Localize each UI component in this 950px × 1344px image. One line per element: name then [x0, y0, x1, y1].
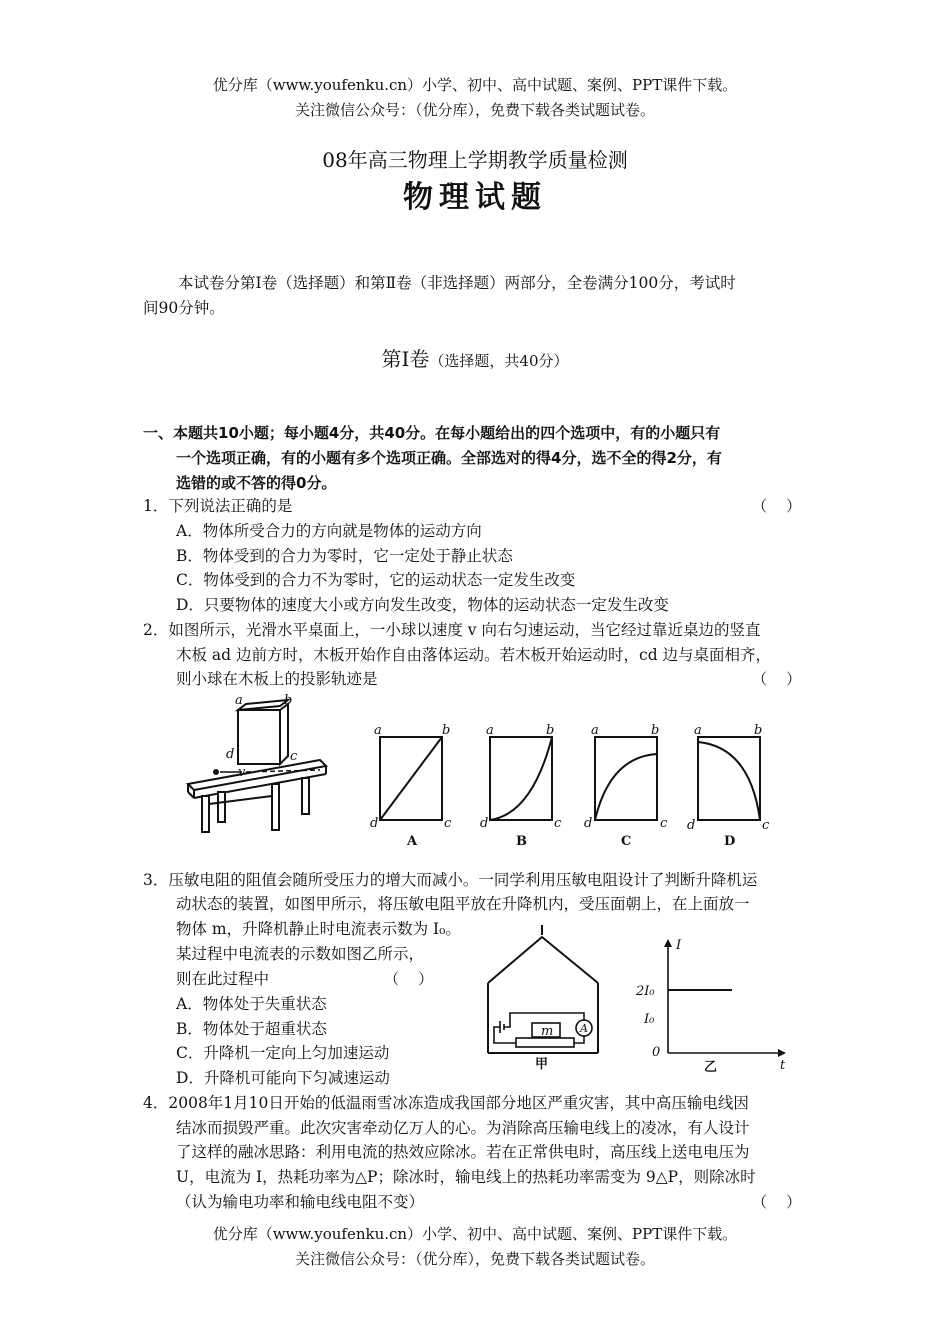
q3-figure	[480, 925, 790, 1075]
q3-line-4: 某过程中电流表的示数如图乙所示，	[176, 945, 425, 963]
option-a-corner-b: b	[442, 723, 451, 738]
option-c-corner-d: d	[584, 816, 593, 831]
corner-a-label: a	[235, 693, 243, 708]
option-d-label: D	[724, 834, 736, 849]
q3-option-a: A．物体处于失重状态	[176, 995, 327, 1013]
q1-option-d: D．只要物体的速度大小或方向发生改变，物体的运动状态一定发生改变	[176, 596, 669, 614]
option-d-graph	[687, 723, 770, 849]
q3-line-3: 物体 m，升降机静止时电流表示数为 I₀。	[176, 920, 461, 938]
origin-label: 0	[652, 1045, 661, 1060]
part1-note: （选择题，共40分）	[429, 352, 569, 370]
q3-line-2: 动状态的装置，如图甲所示，将压敏电阻平放在升降机内，受压面朝上，在上面放一	[176, 895, 750, 913]
option-a-corner-a: a	[374, 723, 382, 738]
option-c-corner-a: a	[591, 723, 599, 738]
q4-line-3: 了这样的融冰思路：利用电流的热效应除冰。若在正常供电时，高压线上送电电压为	[176, 1143, 750, 1161]
q4-line-2: 结冰而损毁严重。此次灾害牵动亿万人的心。为消除高压输电线上的凌冰，有人设计	[176, 1119, 750, 1137]
section1-line-1: 一、本题共10小题；每小题4分，共40分。在每小题给出的四个选项中，有的小题只有	[143, 424, 721, 442]
ammeter-label: A	[580, 1022, 588, 1035]
intro-line-1: 本试卷分第Ⅰ卷（选择题）和第Ⅱ卷（非选择题）两部分，全卷满分100分，考试时	[178, 274, 736, 292]
option-d-corner-c: c	[762, 818, 770, 833]
q3-line-1: 3．压敏电阻的阻值会随所受压力的增大而减小。一同学利用压敏电阻设计了判断升降机运	[143, 871, 758, 889]
axis-t-label: t	[780, 1058, 786, 1073]
option-b-label: B	[516, 834, 527, 849]
exam-title: 物理试题	[403, 180, 547, 215]
intro-line-2: 间90分钟。	[143, 299, 225, 317]
option-a-corner-c: c	[444, 816, 452, 831]
corner-c-label: c	[290, 749, 298, 764]
option-b-corner-a: a	[486, 723, 494, 738]
q4-line-4: U，电流为 I，热耗功率为△P；除冰时，输电线上的热耗功率需变为 9△P，则除冰时	[176, 1168, 756, 1186]
option-b-corner-c: c	[554, 816, 562, 831]
option-d-corner-b: b	[754, 723, 763, 738]
section1-line-2: 一个选项正确，有的小题有多个选项正确。全部选对的得4分，选不全的得2分，有	[176, 449, 722, 467]
q2-line-1: 2．如图所示，光滑水平桌面上，一小球以速度 v 向右匀速运动，当它经过靠近桌边的竖直	[143, 621, 761, 639]
q1-option-b: B．物体受到的合力为零时，它一定处于静止状态	[176, 547, 513, 565]
q3-option-c: C．升降机一定向上匀加速运动	[176, 1044, 390, 1062]
q2-line-3: 则小球在木板上的投影轨迹是	[176, 670, 378, 688]
option-b-graph	[480, 723, 562, 849]
board-drawing	[238, 700, 288, 764]
mass-label: m	[541, 1024, 554, 1039]
tick-2i0-label: 2I₀	[636, 984, 655, 999]
section1-line-3: 选错的或不答的得0分。	[176, 474, 337, 492]
q4-answer-paren: （ ）	[752, 1193, 802, 1211]
option-d-corner-a: a	[694, 723, 702, 738]
part1-main: 第Ⅰ卷	[381, 347, 430, 371]
option-c-graph	[584, 723, 668, 849]
corner-b-label: b	[284, 693, 293, 708]
footer-line-2: 关注微信公众号：（优分库），免费下载各类试题试卷。	[294, 1250, 655, 1268]
q1-option-c: C．物体受到的合力不为零时，它的运动状态一定发生改变	[176, 571, 576, 589]
option-c-corner-c: c	[660, 816, 668, 831]
q2-line-2: 木板 ad 边前方时，木板开始作自由落体运动。若木板开始运动时，cd 边与桌面相齐，	[176, 646, 772, 664]
q3-line-5: 则在此过程中	[176, 970, 270, 988]
tick-i0-label: I₀	[644, 1012, 655, 1027]
q1-answer-paren: （ ）	[752, 497, 802, 515]
header-line-1: 优分库（www.youfenku.cn）小学、初中、高中试题、案例、PPT课件下载。	[212, 76, 738, 94]
option-b-corner-d: d	[480, 816, 489, 831]
mass-block	[532, 1023, 560, 1039]
option-c-label: C	[621, 834, 632, 849]
header-line-2: 关注微信公众号：（优分库），免费下载各类试题试卷。	[294, 101, 655, 119]
fig-jia-label: 甲	[535, 1057, 549, 1072]
q3-option-d: D．升降机可能向下匀减速运动	[176, 1069, 390, 1087]
axis-i-label: I	[676, 938, 682, 953]
velocity-label: v	[238, 765, 246, 780]
part1-heading	[0, 346, 950, 374]
option-b-corner-b: b	[546, 723, 555, 738]
current-time-graph	[635, 938, 786, 1075]
corner-d-label: d	[226, 747, 235, 762]
q3-option-b: B．物体处于超重状态	[176, 1020, 327, 1038]
option-a-label: A	[407, 834, 418, 849]
q1-option-a: A．物体所受合力的方向就是物体的运动方向	[176, 522, 482, 540]
exam-subtitle: 08年高三物理上学期教学质量检测	[322, 148, 628, 172]
fig-yi-label: 乙	[704, 1060, 718, 1075]
q4-line-5: （认为输电功率和输电线电阻不变）	[176, 1193, 425, 1211]
q4-line-1: 4．2008年1月10日开始的低温雨雪冰冻造成我国部分地区严重灾害，其中高压输电线因	[143, 1094, 749, 1112]
option-a-graph	[370, 723, 452, 849]
q3-answer-paren: （ ）	[384, 970, 434, 988]
footer-line-1: 优分库（www.youfenku.cn）小学、初中、高中试题、案例、PPT课件下载。	[212, 1225, 738, 1243]
option-a-corner-d: d	[370, 816, 379, 831]
q2-answer-paren: （ ）	[752, 670, 802, 688]
q2-figure	[180, 692, 780, 857]
option-d-corner-d: d	[687, 818, 696, 833]
q1-stem: 1．下列说法正确的是	[143, 497, 293, 515]
option-c-corner-b: b	[651, 723, 660, 738]
